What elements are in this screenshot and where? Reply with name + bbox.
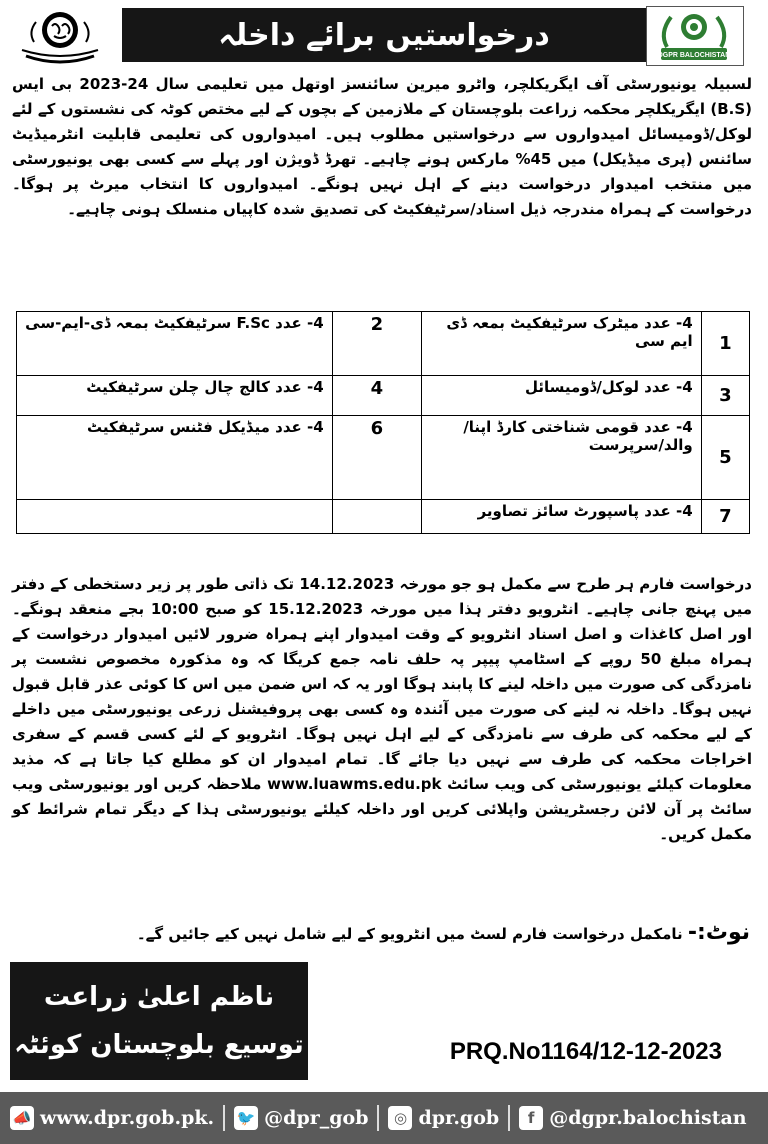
document-number: 6 xyxy=(332,416,421,500)
document-item: 4- عدد میٹرک سرٹیفکیٹ بمعہ ڈی ایم سی xyxy=(422,312,702,376)
footer-website[interactable] xyxy=(10,1106,214,1130)
facebook-handle[interactable]: @dgpr.balochistan xyxy=(549,1107,747,1129)
document-number: 4 xyxy=(332,376,421,416)
document-number xyxy=(332,500,421,534)
instructions-paragraph: درخواست فارم ہر طرح سے مکمل ہو جو مورخہ 14.12.2023 تک ذاتی طور پر زیر دستخطی کے دفتر میں پہنچ جانی چاہیے۔ انٹرویو دفتر ہذا میں مورخہ 15.12.2023 کو صبح 10:00 بجے منعقد ہونگے۔ اور اصل کاغذات و اصل اسناد انٹرویو کے وقت امیدوار اپنے ہمراہ ضرور لائیں امیدوار درخواست کے ہمراہ مبلغ 50 روپے کے اسٹامپ پیپر پہ حلف نامہ جمع کریگا کہ وہ مذکورہ مخصوص نشست پر نامزدگی کی صورت میں داخلہ لینے کا پابند ہوگا اور یہ کہ اس ضمن میں اس کا کوئی عذر قابل قبول نہیں ہوگا۔ داخلہ نہ لینے کی صورت میں آئندہ وہ کسی بھی پروفیشنل زرعی یونیورسٹی میں داخلے کے لیے محکمہ کی طرف سے نامزدگی کے لیے اہل نہیں ہوگا۔ انٹرویو کے لئے کسی قسم کے سفری اخراجات محکمہ کی طرف سے نہیں دیا جائے گا۔ تمام امیدوار ان کو مطلع کیا جاتا ہے کہ مذید معلومات کیلئے یونیورسٹی کی ویب سائٹ www.luawms.edu.pk ملاحظہ کریں اور یونیورسٹی ویب سائٹ پر آن لائن رجسٹریشن واپلائی کریں اور داخلہ کیلئے یونیورسٹی ہذا کے دیگر تمام شرائط کو مکمل کریں۔ xyxy=(12,575,752,843)
megaphone-icon: 📣 xyxy=(10,1106,34,1130)
twitter-handle[interactable]: @dpr_gob xyxy=(264,1107,369,1129)
document-item: 4- عدد F.Sc سرٹیفکیٹ بمعہ ڈی-ایم-سی xyxy=(17,312,333,376)
table-row xyxy=(17,500,750,534)
facebook-icon: f xyxy=(519,1106,543,1130)
document-item: 4- عدد لوکل/ڈومیسائل xyxy=(422,376,702,416)
footer-facebook[interactable] xyxy=(519,1106,746,1130)
document-number: 2 xyxy=(332,312,421,376)
note-label: نوٹ:- xyxy=(687,920,750,945)
dgpr-logo-text: DGPR BALOCHISTAN xyxy=(657,52,731,59)
balochistan-emblem-logo xyxy=(12,6,108,64)
note xyxy=(12,920,750,945)
required-documents-table xyxy=(16,311,750,534)
signature-block xyxy=(10,962,308,1080)
signature-line-1: ناظم اعلیٰ زراعت xyxy=(43,982,275,1012)
divider xyxy=(223,1105,225,1131)
document-number: 1 xyxy=(701,312,749,376)
twitter-icon: 🐦 xyxy=(234,1106,258,1130)
instagram-handle[interactable]: dpr.gob xyxy=(418,1107,500,1129)
footer-twitter[interactable] xyxy=(234,1106,368,1130)
footer-instagram[interactable] xyxy=(388,1106,499,1130)
document-item: 4- عدد میڈیکل فٹنس سرٹیفکیٹ xyxy=(17,416,333,500)
advertisement-title: درخواستیں برائے داخلہ xyxy=(122,8,646,62)
intro-paragraph: لسبیلہ یونیورسٹی آف ایگریکلچر، واٹرو میرین سائنسز اوتھل میں تعلیمی سال 24-2023 بی ایس (B.S) ایگریکلچر محکمہ زراعت بلوچستان کے ملازمین کے بچوں کے لیے مختص کوٹہ کی نشستوں کے لئے لوکل/ڈومیسائل امیدواروں سے درخواستیں مطلوب ہیں۔ امیدواروں کی تعلیمی قابلیت انٹرمیڈیٹ سائنس (پری میڈیکل) میں 45% مارکس ہونے چاہیے۔ تھرڈ ڈویژن اور پہلے سے کسی بھی یونیورسٹی میں منتخب امیدوار درخواست دینے کے اہل نہیں ہونگے۔ امیدواروں کا انتخاب میرٹ پر ہوگا۔ درخواست کے ہمراہ مندرجہ ذیل اسناد/سرٹیفکیٹ کی تصدیق شدہ کاپیاں منسلک ہونی چاہیے۔ xyxy=(12,75,752,218)
table-row xyxy=(17,376,750,416)
document-item: 4- عدد کالج چال چلن سرٹیفکیٹ xyxy=(17,376,333,416)
document-item xyxy=(17,500,333,534)
website-link[interactable]: www.dpr.gob.pk. xyxy=(40,1107,215,1129)
table-row xyxy=(17,416,750,500)
table-row xyxy=(17,312,750,376)
note-text: نامکمل درخواست فارم لسٹ میں انٹرویو کے لیے شامل نہیں کیے جائیں گے۔ xyxy=(136,925,683,943)
dgpr-balochistan-logo xyxy=(646,6,744,66)
document-number: 5 xyxy=(701,416,749,500)
instagram-icon: ◎ xyxy=(388,1106,412,1130)
prq-number: PRQ.No1164/12-12-2023 xyxy=(449,1038,722,1065)
signature-line-2: توسیع بلوچستان کوئٹہ xyxy=(14,1030,304,1060)
document-item: 4- عدد قومی شناختی کارڈ اپنا/والد/سرپرست xyxy=(422,416,702,500)
footer-bar xyxy=(0,1092,768,1144)
document-number: 7 xyxy=(701,500,749,534)
document-number: 3 xyxy=(701,376,749,416)
divider xyxy=(377,1105,379,1131)
document-item: 4- عدد پاسپورٹ سائز تصاویر xyxy=(422,500,702,534)
divider xyxy=(508,1105,510,1131)
